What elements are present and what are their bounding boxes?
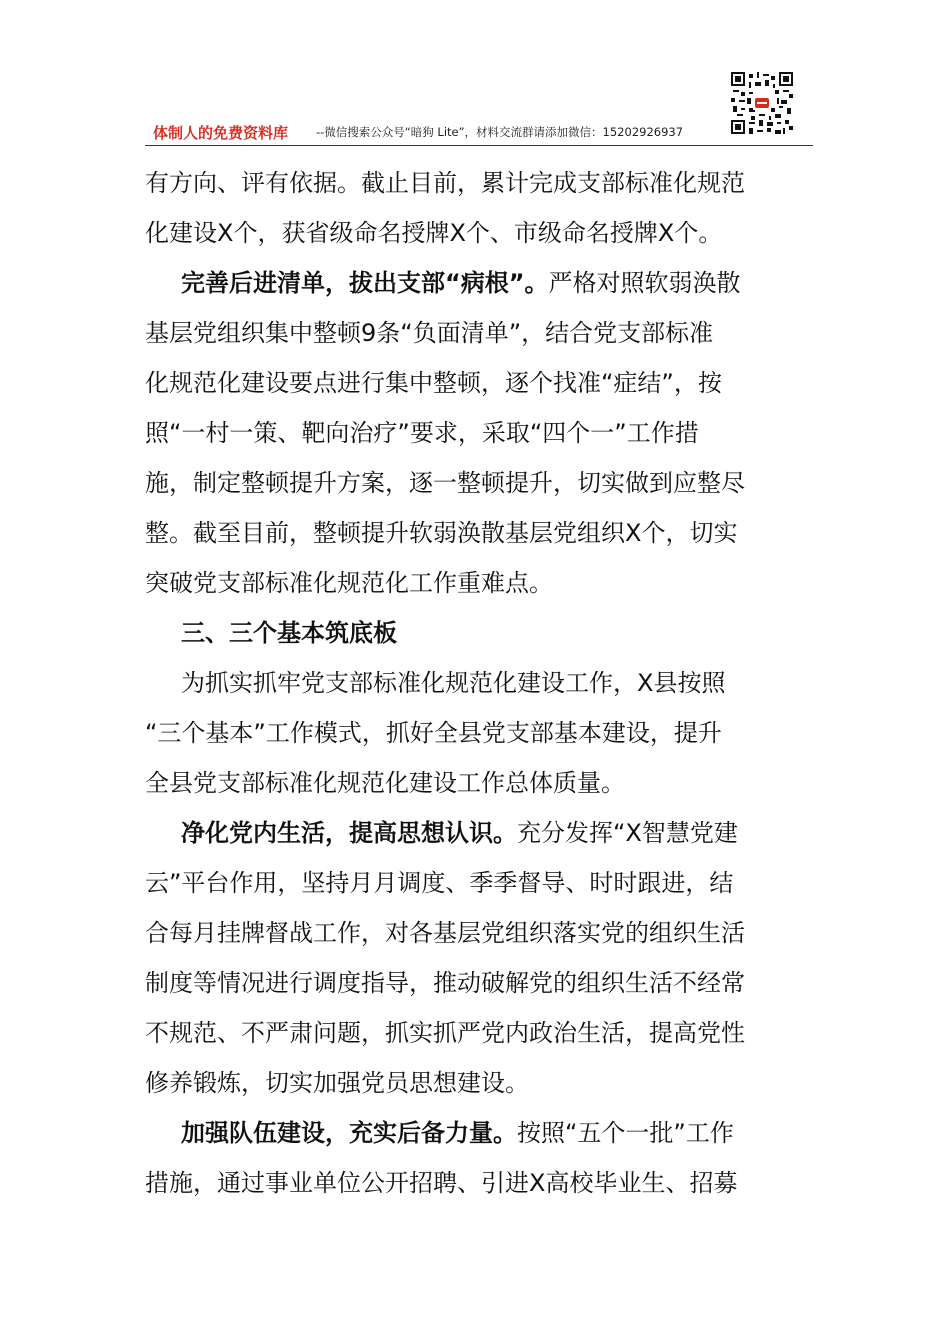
brand-title: 体制人的免费资料库 xyxy=(153,124,289,142)
text-line: 化建设X个，获省级命名授牌X个、市级命名授牌X个。 xyxy=(145,219,723,247)
paragraph-lead: 加强队伍建设，充实后备力量。 xyxy=(181,1119,517,1147)
text-line: 合每月挂牌督战工作，对各基层党组织落实党的组织生活 xyxy=(145,919,745,947)
paragraph-lead: 净化党内生活，提高思想认识。 xyxy=(181,819,517,847)
text-line: 措施，通过事业单位公开招聘、引进X高校毕业生、招募 xyxy=(145,1169,738,1197)
text-line: 净化党内生活，提高思想认识。充分发挥“X智慧党建 xyxy=(181,819,738,847)
text-line: 整。截至目前，整顿提升软弱涣散基层党组织X个，切实 xyxy=(145,519,738,547)
text-line: 施，制定整顿提升方案，逐一整顿提升，切实做到应整尽 xyxy=(145,469,745,497)
text-line: 基层党组织集中整顿9条“负面清单”，结合党支部标准 xyxy=(145,319,714,347)
paragraph-lead: 完善后进清单，拔出支部“病根”。 xyxy=(181,269,549,297)
document-body xyxy=(145,158,813,1208)
text-line: 修养锻炼，切实加强党员思想建设。 xyxy=(145,1069,529,1097)
text-line: 突破党支部标准化规范化工作重难点。 xyxy=(145,569,553,597)
text-line: 制度等情况进行调度指导，推动破解党的组织生活不经常 xyxy=(145,969,745,997)
qr-code-icon xyxy=(731,72,793,134)
section-heading: 三、三个基本筑底板 xyxy=(181,619,397,647)
header-divider xyxy=(145,145,813,146)
text-line: 全县党支部标准化规范化建设工作总体质量。 xyxy=(145,769,625,797)
text-line: 化规范化建设要点进行集中整顿，逐个找准“症结”，按 xyxy=(145,369,722,397)
text-line: 不规范、不严肃问题，抓实抓严党内政治生活，提高党性 xyxy=(145,1019,745,1047)
text-line: “三个基本”工作模式，抓好全县党支部基本建设，提升 xyxy=(145,719,722,747)
text-line: 加强队伍建设，充实后备力量。按照“五个一批”工作 xyxy=(181,1119,734,1147)
header-contact-note: --微信搜索公众号“暗狗 Lite”，材料交流群请添加微信：15202926937 xyxy=(316,125,684,139)
text-line: 照“一村一策、靶向治疗”要求，采取“四个一”工作措 xyxy=(145,419,699,447)
text-line: 云”平台作用，坚持月月调度、季季督导、时时跟进，结 xyxy=(145,869,734,897)
text-line: 为抓实抓牢党支部标准化规范化建设工作，X县按照 xyxy=(181,669,726,697)
page-header xyxy=(145,70,813,146)
text-line: 完善后进清单，拔出支部“病根”。严格对照软弱涣散 xyxy=(181,269,741,297)
text-line: 有方向、评有依据。截止目前，累计完成支部标准化规范 xyxy=(145,169,745,197)
